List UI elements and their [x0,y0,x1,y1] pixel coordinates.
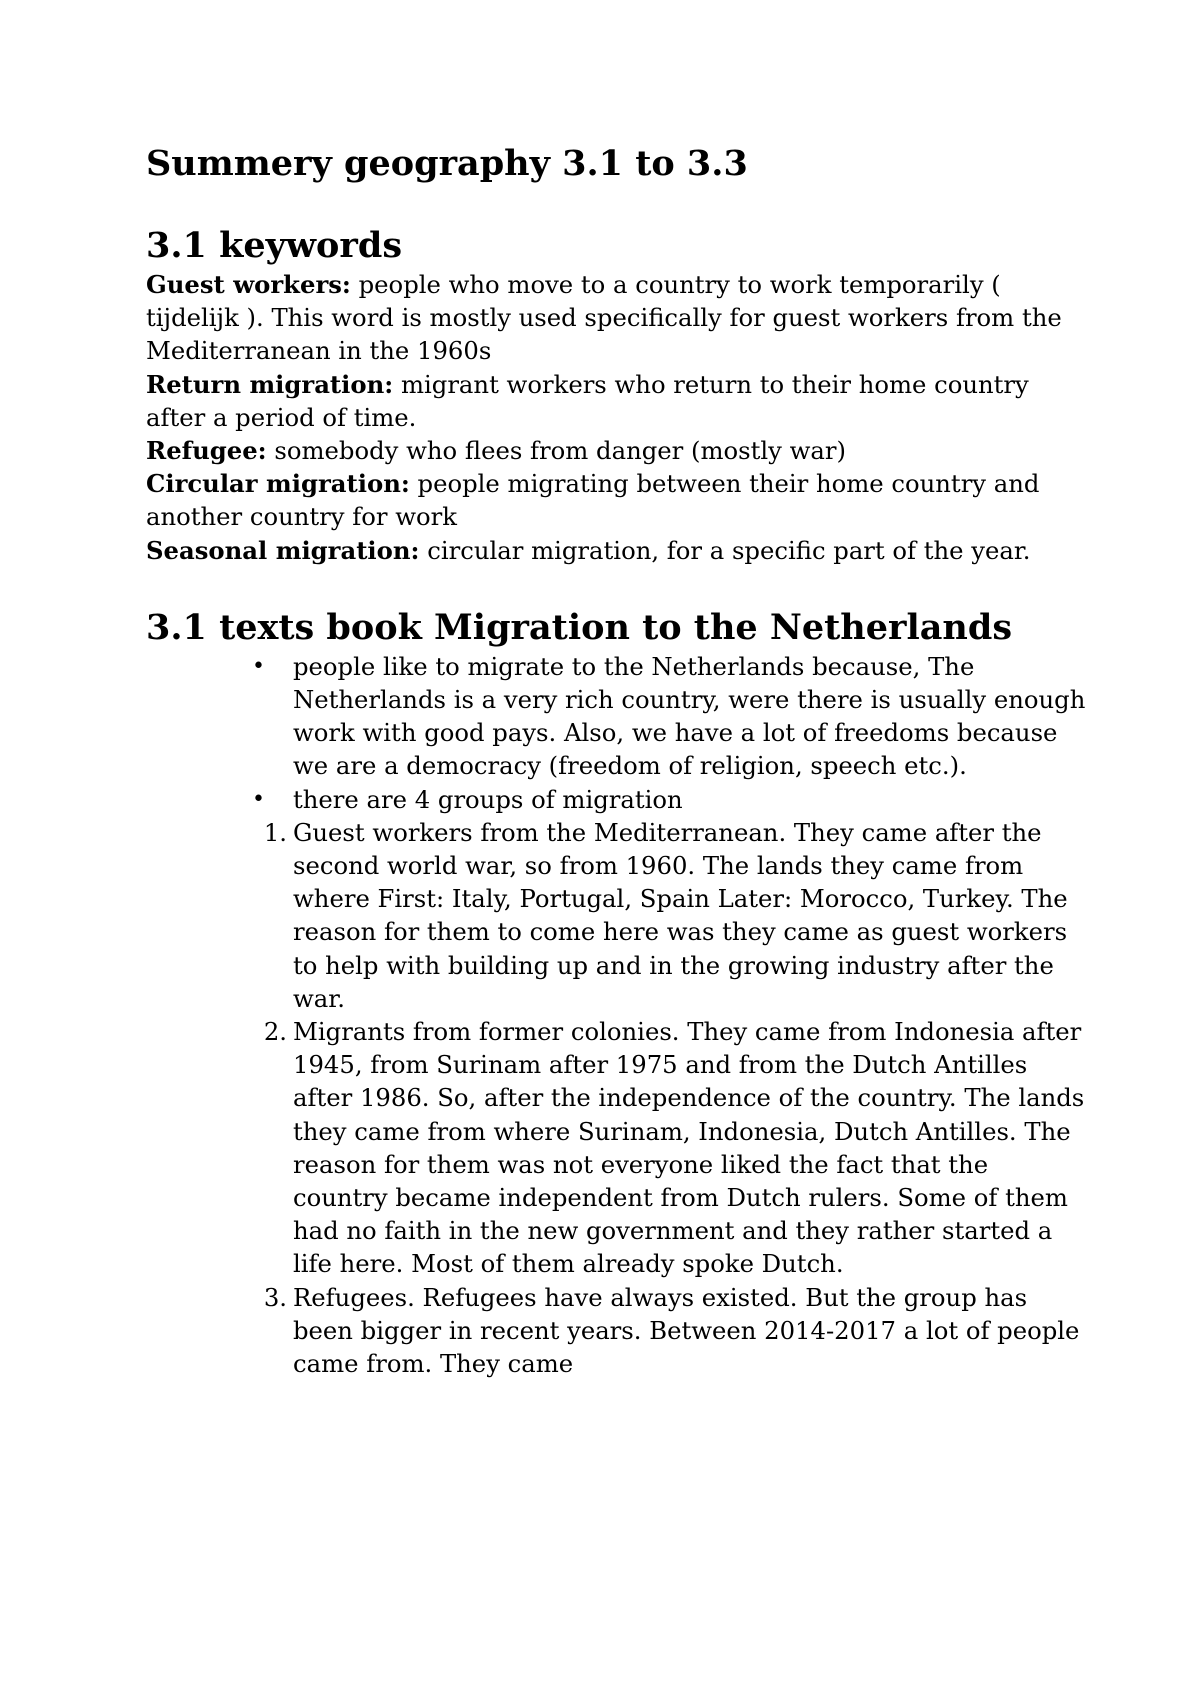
list-item-text: Guest workers from the Mediterranean. They came after the second world war, so from 1960. The lands they came from where First: Italy, Portugal, Spain Later: Morocco, Turkey. The reason for them to come here was they came as guest workers to help with building up and in the growing industry after the war. [293,817,1068,1013]
keyword-entry-return-migration [146,368,1086,434]
keyword-entry-circular-migration [146,467,1086,533]
keyword-entry-guest-workers [146,268,1086,368]
list-number: 3. [263,1282,287,1312]
list-item [146,1281,1086,1381]
bullet-icon: • [252,786,265,812]
keyword-term: Circular migration: [146,469,410,499]
list-item-text: Migrants from former colonies. They came from Indonesia after 1945, from Surinam after 1975 and from the Dutch Antilles after 1986. So, after the independence of the country. The lands they came from where Surinam, Indonesia, Dutch Antilles. The reason for them was not everyone liked the fact that the country became independent from Dutch rulers. Some of them had no faith in the new government and they rather started a life here. Most of them already spoke Dutch. [293,1017,1085,1279]
list-item-text: people like to migrate to the Netherlands because, The Netherlands is a very rich country, were there is usually enough work with good pays. Also, we have a lot of freedoms because we are a democracy (freedom of religion, speech etc.). [293,651,1086,781]
keyword-entry-seasonal-migration [146,534,1086,567]
bullet-list [146,650,1086,816]
list-item [146,783,1086,816]
keyword-term: Refugee: [146,436,267,466]
texts-heading: 3.1 texts book Migration to the Netherlands [146,606,1013,648]
keyword-definition: people who move to a country to work temporarily ( tijdelijk ). This word is mostly used specifically for guest workers from the Mediterranean in the 1960s [146,270,1062,366]
document-title: Summery geography 3.1 to 3.3 [146,143,748,184]
keyword-definition: somebody who flees from danger (mostly war) [266,436,846,466]
keyword-definition: migrant workers who return to their home country after a period of time. [146,369,1029,432]
keyword-definition: people migrating between their home country and another country for work [146,469,1040,532]
keyword-definition: circular migration, for a specific part of the year. [419,535,1031,565]
numbered-list [146,816,1086,1380]
list-item-text: there are 4 groups of migration [293,784,683,814]
list-item [146,1015,1086,1281]
list-number: 2. [263,1017,287,1047]
keyword-term: Guest workers: [146,270,351,299]
keyword-term: Return migration: [146,369,394,399]
list-item [146,816,1086,1015]
list-item [146,650,1086,783]
list-number: 1. [263,817,287,847]
document-page [146,142,1086,1380]
keyword-term: Seasonal migration: [146,535,420,565]
keywords-heading: 3.1 keywords [146,225,403,266]
bullet-icon: • [252,653,265,679]
list-item-text: Refugees. Refugees have always existed. But the group has been bigger in recent years. Between 2014-2017 a lot of people came from. They came [293,1282,1080,1379]
keyword-list [146,268,1086,567]
keyword-entry-refugee [146,434,1086,467]
